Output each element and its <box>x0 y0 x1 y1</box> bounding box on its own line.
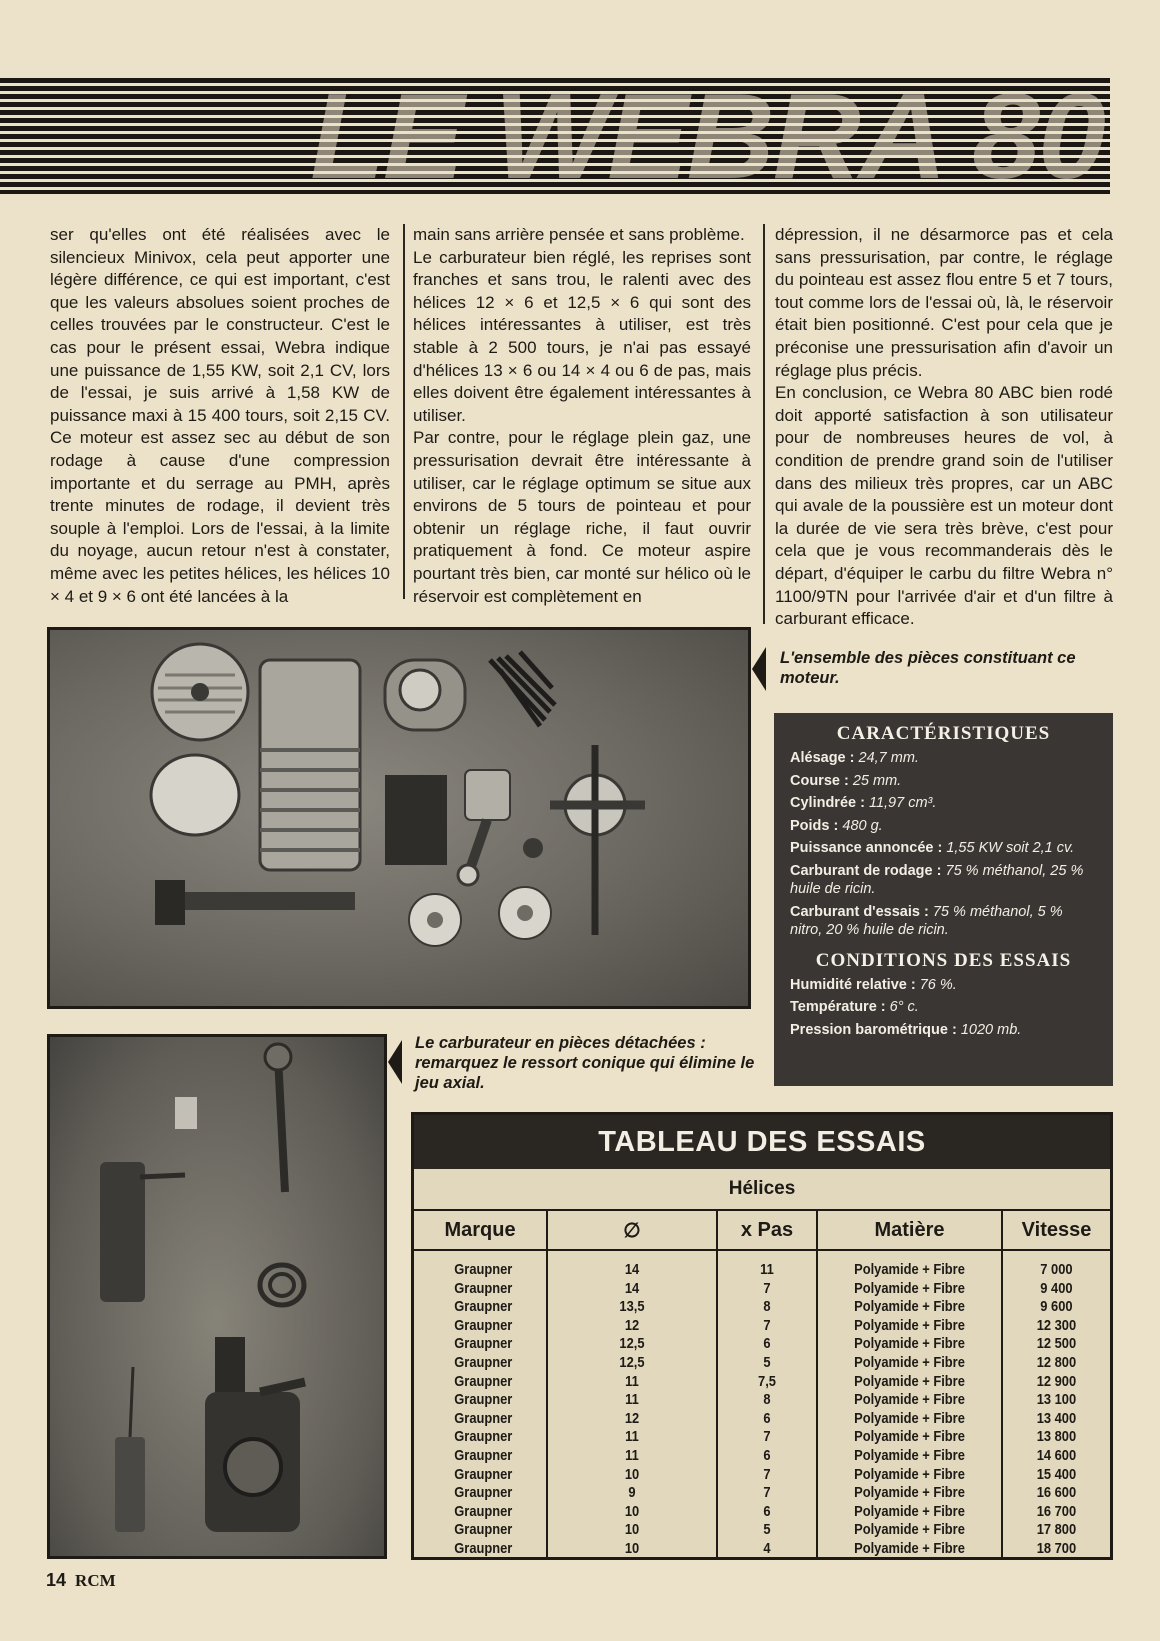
spec-row <box>790 839 1097 858</box>
table-cell: 6 <box>724 1335 810 1354</box>
article-paragraph: Par contre, pour le réglage plein gaz, une pressurisation devrait être intéressante à utiliser, car le réglage optimum se situe aux environs de 5 tours de pointeau et pour obtenir un réglage riche, il faut ouvrir pratiquement à fond. Ce moteur aspire pourtant très bien, car monté sur hélico où le réservoir est complètement en <box>413 428 751 606</box>
spec-value: 480 g. <box>842 817 883 834</box>
spec-label: Carburant d'essais : <box>790 903 929 920</box>
table-cell: 7 <box>724 1428 810 1447</box>
table-cell: 7 <box>724 1466 810 1485</box>
spec-row <box>790 903 1097 940</box>
table-subtitle: Hélices <box>414 1169 1110 1211</box>
table-cell: Polyamide + Fibre <box>830 1428 989 1447</box>
table-cell: 11 <box>559 1447 705 1466</box>
article-paragraph: dépression, il ne désarmorce pas et cela sans pressurisation, par contre, le réglage du pointeau est assez flou entre 5 et 7 tours, tout comme lors de l'essai où, là, le réservoir était bien positionné. C'est pour cela que je préconise une pressurisation afin d'avoir un réglage plus précis. <box>775 225 1113 380</box>
table-cell: 12 300 <box>1010 1317 1103 1336</box>
table-cell: Graupner <box>454 1446 513 1464</box>
page-number: 14 <box>46 1570 67 1590</box>
spec-value: 24,7 mm. <box>858 750 919 766</box>
table-row <box>414 1298 1110 1317</box>
table-cell: 5 <box>724 1354 810 1373</box>
table-cell: Polyamide + Fibre <box>830 1391 989 1410</box>
table-cell: 7,5 <box>724 1373 810 1392</box>
table-cell: 8 <box>724 1391 810 1410</box>
table-row <box>414 1410 1110 1429</box>
table-cell: 16 700 <box>1010 1503 1103 1522</box>
table-cell: Graupner <box>454 1335 513 1353</box>
article-paragraph: main sans arrière pensée et sans problème. <box>413 225 745 244</box>
table-row <box>414 1466 1110 1485</box>
article-paragraph: ser qu'elles ont été réalisées avec le silencieux Minivox, cela peut apporter une légère différence, ce qui est important, c'est que les valeurs absolues soient proches de celles trouvées par le constructeur. C'est le cas pour le présent essai, Webra indique une puissance de 1,55 KW, soit 2,1 CV, lors de l'essai, je suis arrivé à 1,58 KW de puissance maxi à 15 400 tours, soit 2,15 CV. Ce moteur est assez sec au début de son rodage à cause d'une compression importante et du serrage au PMH, après trente minutes de rodage, il devient très souple à l'emploi. Lors de l'essai, à la limite du noyage, aucun retour n'est à constater, même avec les petites hélices, les hélices 10 × 4 et 9 × 6 ont été lancées à la <box>50 225 390 606</box>
table-row <box>414 1391 1110 1410</box>
table-cell: Graupner <box>454 1261 513 1278</box>
spec-value: 1020 mb. <box>960 1021 1022 1038</box>
spec-row <box>790 1021 1097 1040</box>
table-cell: 11 <box>559 1391 705 1410</box>
conditions-list <box>790 976 1097 1040</box>
table-row <box>414 1335 1110 1354</box>
spec-value: 1,55 KW soit 2,1 cv. <box>946 840 1075 856</box>
engine-parts-photo <box>47 627 751 1009</box>
table-cell: Graupner <box>454 1298 513 1316</box>
table-cell: 6 <box>724 1447 810 1466</box>
table-cell: 12 <box>559 1410 705 1429</box>
results-grid <box>414 1211 1110 1559</box>
engine-parts-illustration <box>50 630 748 1006</box>
table-cell: Polyamide + Fibre <box>830 1540 989 1559</box>
column-divider <box>403 224 405 599</box>
table-row <box>414 1250 1110 1280</box>
spec-value: 25 mm. <box>852 772 902 789</box>
spec-value: 75 % méthanol, 5 % nitro, 20 % huile de ricin. <box>790 903 1063 938</box>
table-body <box>414 1250 1110 1559</box>
spec-row <box>790 817 1097 836</box>
table-cell: Graupner <box>454 1502 513 1520</box>
table-cell: 10 <box>559 1503 705 1522</box>
table-cell: Graupner <box>454 1484 513 1502</box>
table-row <box>414 1447 1110 1466</box>
table-cell: 12 800 <box>1010 1354 1103 1373</box>
table-row <box>414 1354 1110 1373</box>
table-cell: Graupner <box>454 1391 513 1409</box>
table-cell: 12 500 <box>1010 1335 1103 1354</box>
table-cell: Polyamide + Fibre <box>830 1503 989 1522</box>
table-cell: 16 600 <box>1010 1484 1103 1503</box>
table-cell: 12 900 <box>1010 1373 1103 1392</box>
magazine-logo: RCM <box>75 1571 116 1590</box>
table-cell: 18 700 <box>1010 1540 1103 1559</box>
caption-pointer-icon <box>388 1040 402 1084</box>
table-cell: Graupner <box>454 1353 513 1371</box>
spec-row <box>790 998 1097 1017</box>
table-cell: 8 <box>724 1298 810 1317</box>
table-row <box>414 1521 1110 1540</box>
table-cell: Graupner <box>454 1539 513 1557</box>
carburetor-parts-photo <box>47 1034 387 1559</box>
table-cell: Graupner <box>454 1428 513 1446</box>
table-title: TABLEAU DES ESSAIS <box>414 1115 1110 1169</box>
table-cell: 17 800 <box>1010 1521 1103 1540</box>
spec-value: 76 %. <box>919 976 957 993</box>
spec-value: 6° c. <box>889 999 919 1015</box>
table-cell: Graupner <box>454 1409 513 1427</box>
spec-label: Température : <box>790 999 886 1015</box>
article-column-3 <box>775 224 1113 631</box>
characteristics-box <box>774 713 1113 1086</box>
article-paragraph: En conclusion, ce Webra 80 ABC bien rodé doit apporté satisfaction à son utilisateur pour de nombreuses heures de vol, à condition de prendre grand soin de l'utiliser dans des milieux très propres, car un ABC qui avale de la poussière est un moteur dont la durée de vie sera très brève, c'est pour cela que je vous recommanderais dès le départ, d'équiper le carbu du filtre Webra n° 1100/9TN pour l'arrivée d'air et d'un filtre à carburant efficace. <box>775 383 1113 629</box>
table-row <box>414 1503 1110 1522</box>
table-cell: 7 <box>724 1484 810 1503</box>
table-row <box>414 1428 1110 1447</box>
table-cell: 7 <box>724 1317 810 1336</box>
table-cell: 4 <box>724 1540 810 1559</box>
table-cell: 12,5 <box>559 1354 705 1373</box>
table-cell: Polyamide + Fibre <box>830 1317 989 1336</box>
table-cell: Graupner <box>454 1279 513 1297</box>
conditions-title: CONDITIONS DES ESSAIS <box>815 949 1072 971</box>
caption-pointer-icon <box>752 647 766 691</box>
table-cell: 13 400 <box>1010 1410 1103 1429</box>
column-header: ∅ <box>547 1211 717 1250</box>
carburetor-photo-caption: Le carburateur en pièces détachées : remarquez le ressort conique qui élimine le jeu axial. <box>415 1034 755 1092</box>
table-cell: 12 <box>559 1317 705 1336</box>
column-header: Matière <box>817 1211 1002 1250</box>
table-row <box>414 1280 1110 1299</box>
banner-title: LE WEBRA 80 <box>310 78 1104 194</box>
table-cell: Polyamide + Fibre <box>830 1354 989 1373</box>
table-cell: Polyamide + Fibre <box>830 1250 989 1280</box>
table-cell: 10 <box>559 1540 705 1559</box>
table-cell: 5 <box>724 1521 810 1540</box>
table-cell: Polyamide + Fibre <box>830 1484 989 1503</box>
spec-row <box>790 749 1097 768</box>
table-cell: Polyamide + Fibre <box>830 1280 989 1299</box>
table-cell: 9 600 <box>1010 1298 1103 1317</box>
table-cell: 12,5 <box>559 1335 705 1354</box>
table-cell: 14 <box>559 1280 705 1299</box>
table-cell: Polyamide + Fibre <box>830 1410 989 1429</box>
table-cell: 11 <box>559 1373 705 1392</box>
table-cell: Polyamide + Fibre <box>830 1373 989 1392</box>
carburetor-parts-illustration <box>50 1037 384 1556</box>
table-row <box>414 1317 1110 1336</box>
spec-label: Puissance annoncée : <box>790 840 943 856</box>
spec-value: 11,97 cm³. <box>868 795 937 811</box>
table-cell: 6 <box>724 1410 810 1429</box>
table-cell: Graupner <box>454 1316 513 1334</box>
main-photo-caption: L'ensemble des pièces constituant ce moteur. <box>780 649 1076 687</box>
table-cell: Polyamide + Fibre <box>830 1466 989 1485</box>
column-divider <box>763 224 765 624</box>
table-header-row <box>414 1211 1110 1250</box>
spec-row <box>790 772 1097 791</box>
spec-label: Humidité relative : <box>790 976 916 993</box>
table-cell: 9 400 <box>1010 1280 1103 1299</box>
table-cell: 10 <box>559 1521 705 1540</box>
table-cell: 14 <box>559 1250 705 1280</box>
table-cell: 15 400 <box>1010 1466 1103 1485</box>
spec-label: Alésage : <box>790 750 855 766</box>
table-cell: 10 <box>559 1466 705 1485</box>
page-footer <box>46 1570 116 1591</box>
results-table <box>411 1112 1113 1560</box>
spec-value: 75 % méthanol, 25 % huile de ricin. <box>790 862 1084 897</box>
table-cell: Polyamide + Fibre <box>830 1298 989 1317</box>
table-row <box>414 1540 1110 1559</box>
spec-label: Pression barométrique : <box>790 1021 957 1038</box>
table-cell: Graupner <box>454 1372 513 1390</box>
title-banner <box>0 78 1110 194</box>
column-header: Vitesse <box>1002 1211 1110 1250</box>
table-cell: Graupner <box>454 1465 513 1483</box>
spec-label: Cylindrée : <box>790 795 865 811</box>
table-cell: Polyamide + Fibre <box>830 1447 989 1466</box>
spec-label: Course : <box>790 772 849 789</box>
column-header: x Pas <box>717 1211 817 1250</box>
table-cell: 11 <box>559 1428 705 1447</box>
article-column-2 <box>413 224 751 608</box>
table-row <box>414 1373 1110 1392</box>
article-column-1 <box>50 224 390 608</box>
spec-row <box>790 794 1097 813</box>
table-cell: 7 <box>724 1280 810 1299</box>
characteristics-title: CARACTÉRISTIQUES <box>836 723 1051 744</box>
spec-label: Carburant de rodage : <box>790 862 942 879</box>
table-row <box>414 1484 1110 1503</box>
spec-label: Poids : <box>790 817 839 834</box>
table-cell: Polyamide + Fibre <box>830 1521 989 1540</box>
table-cell: 11 <box>724 1250 810 1280</box>
table-cell: Graupner <box>454 1521 513 1539</box>
table-cell: 13,5 <box>559 1298 705 1317</box>
characteristics-list <box>790 749 1097 940</box>
column-header: Marque <box>414 1211 547 1250</box>
spec-row <box>790 862 1097 899</box>
table-cell: 6 <box>724 1503 810 1522</box>
table-cell: Polyamide + Fibre <box>830 1335 989 1354</box>
table-cell: 13 800 <box>1010 1428 1103 1447</box>
article-paragraph: Le carburateur bien réglé, les reprises sont franches et sans trou, le ralenti avec des hélices 12 × 6 et 12,5 × 6 qui sont des hélices intéressantes à utiliser, est très stable à 2 500 tours, je n'ai pas essayé d'hélices 13 × 6 ou 14 × 4 ou 6 de pas, mais elles doivent être également intéressantes à utiliser. <box>413 247 751 425</box>
table-cell: 7 000 <box>1010 1250 1103 1280</box>
spec-row <box>790 976 1097 995</box>
table-cell: 13 100 <box>1010 1391 1103 1410</box>
table-cell: 14 600 <box>1010 1447 1103 1466</box>
table-cell: 9 <box>559 1484 705 1503</box>
